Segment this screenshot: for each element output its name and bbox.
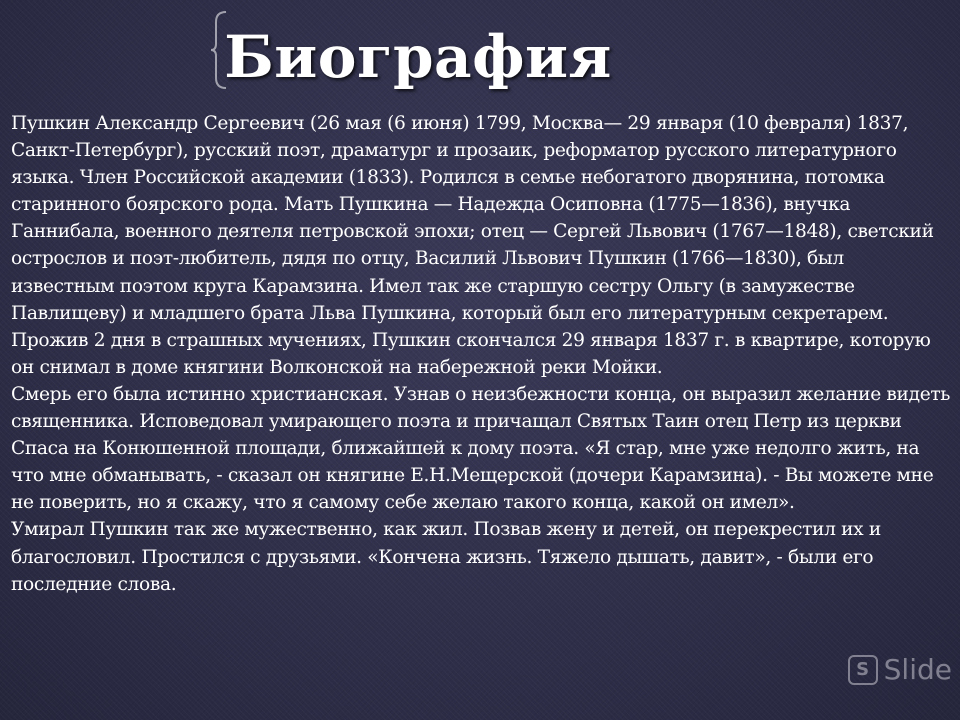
paragraph-death: Смерь его была истинно христианская. Узнав о неизбежности конца, он выразил желание видеть священника. Исповедовал умирающего поэта и причащал Святых Таин отец Петр из церкви Спаса на Конюшенной площади, ближайшей к дому поэта. «Я стар, мне уже недолго жить, на что мне обманывать, - сказал он княгине Е.Н.Мещерской (дочери Карамзина). - Вы можете мне не поверить, но я скажу, что я самому себе желаю такого конца, какой он имел». <box>11 383 951 514</box>
paragraph-biography: Пушкин Александр Сергеевич (26 мая (6 июня) 1799, Москва— 29 января (10 февраля) 1837, Санкт-Петербург), русский поэт, драматург и прозаик, реформатор русского литературного языка. Член Российской академии (1833). Родился в семье небогатого дворянина, потомка старинного боярского рода. Мать Пушкина — Надежда Осиповна (1775—1836), внучка Ганнибала, военного деятеля петровской эпохи; отец — Сергей Львович (1767—1848), светский острослов и поэт-любитель, дядя по отцу, Василий Львович Пушкин (1766—1830), был известным поэтом круга Карамзина. Имел так же старшую сестру Ольгу (в замужестве Павлищеву) и младшего брата Льва Пушкина, который был его литературным секретарем. Прожив 2 дня в страшных мучениях, Пушкин скончался 29 января 1837 г. в квартире, которую он снимал в доме княгини Волконской на набережной реки Мойки. <box>11 113 934 378</box>
slide-body <box>11 110 951 598</box>
paragraph-last-words: Умирал Пушкин так же мужественно, как жил. Позвав жену и детей, он перекрестил их и благословил. Простился с друзьями. «Кончена жизнь. Тяжело дышать, давит», - были его последние слова. <box>11 519 881 595</box>
slide-icon: S <box>848 655 878 685</box>
slide-title: Биография <box>224 23 612 91</box>
watermark-label: Slide <box>883 653 952 686</box>
watermark <box>848 653 952 686</box>
